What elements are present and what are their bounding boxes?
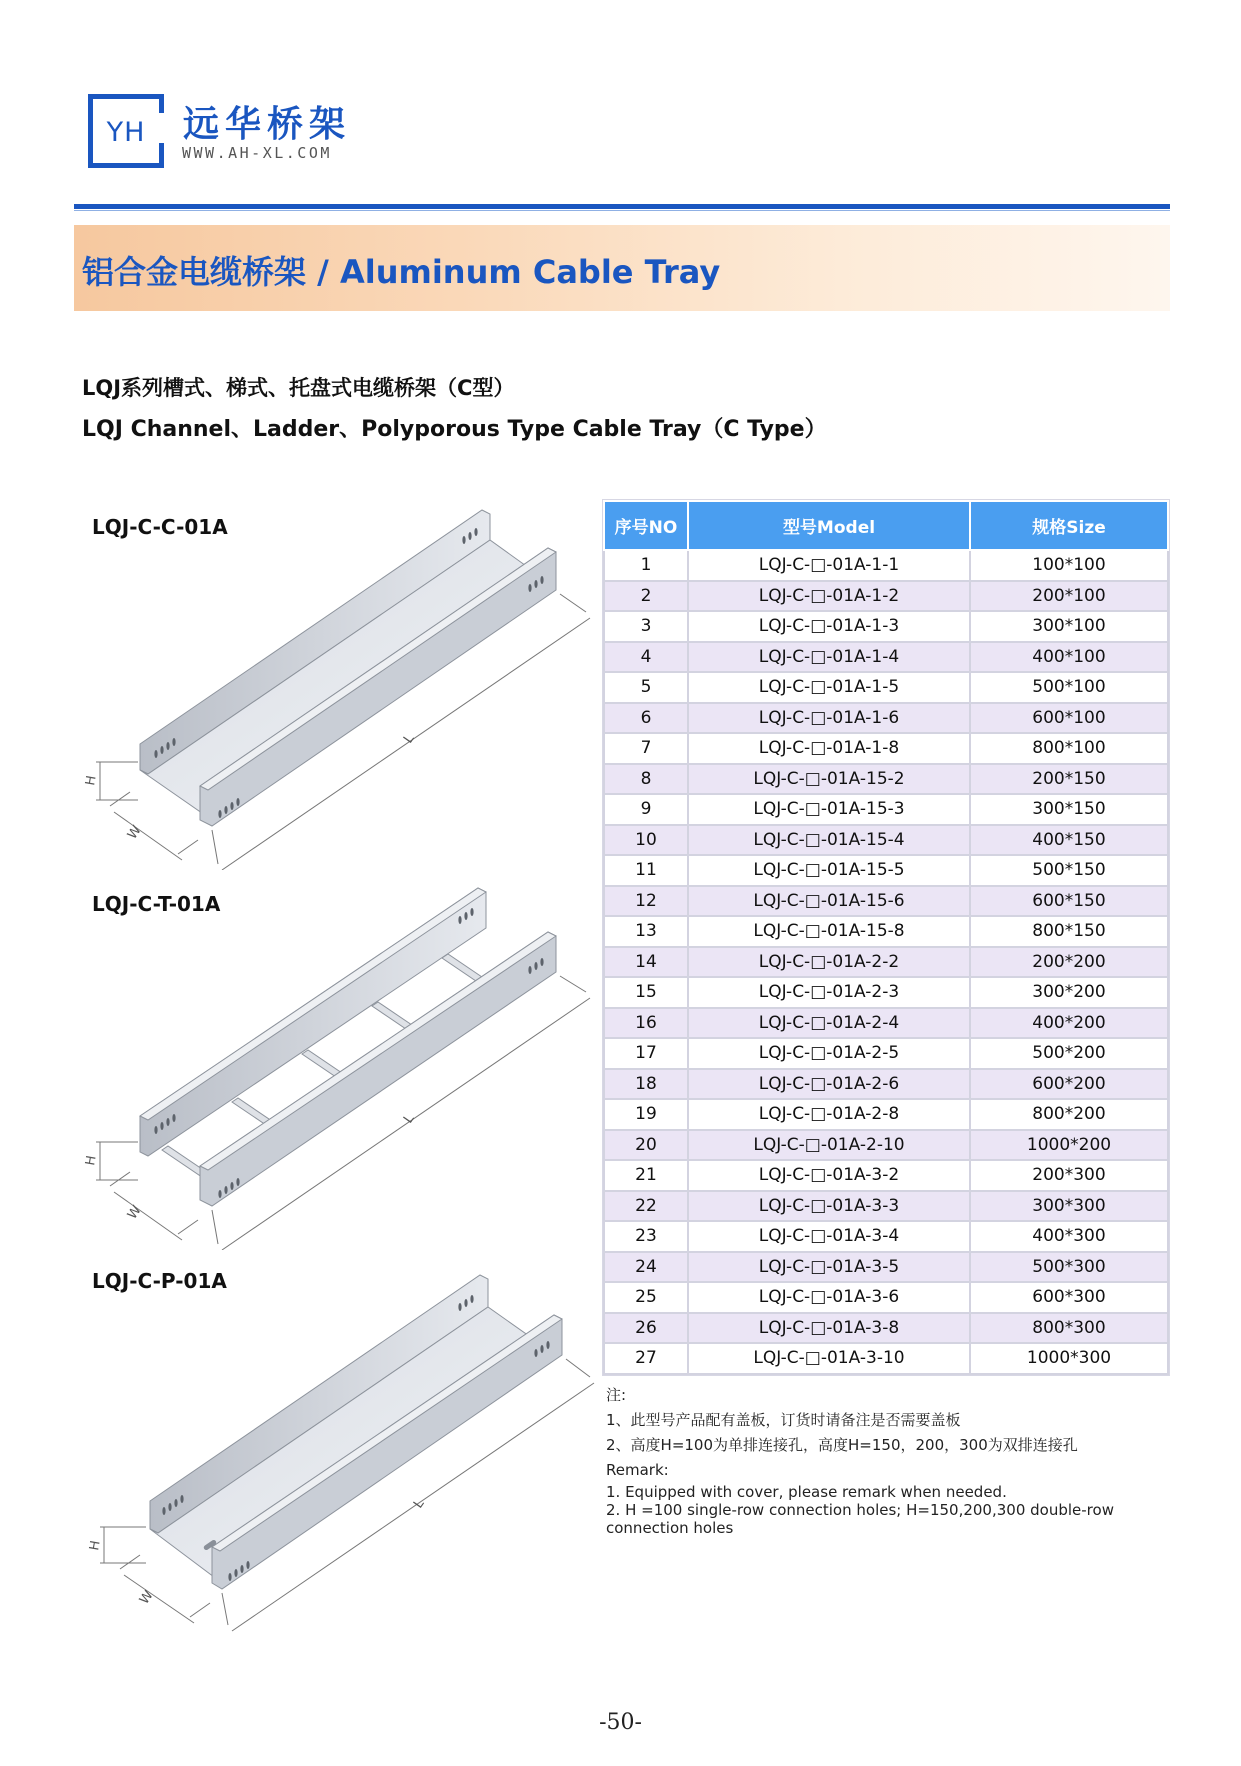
cell-size: 600*300 [970,1282,1168,1313]
col-header-size: 规格Size [970,501,1168,550]
table-row [604,1038,1168,1069]
cell-size: 300*150 [970,794,1168,825]
cell-model: LQJ-C-□-01A-15-8 [688,916,970,947]
col-header-model: 型号Model [688,501,970,550]
cell-size: 400*100 [970,642,1168,673]
dim-w: W [124,823,145,843]
cell-model: LQJ-C-□-01A-3-8 [688,1313,970,1344]
cell-model: LQJ-C-□-01A-15-3 [688,794,970,825]
notes-heading: 注: [606,1386,627,1404]
table-row [604,1099,1168,1130]
table-row [604,1008,1168,1039]
cell-no: 17 [604,1038,688,1069]
cell-no: 23 [604,1221,688,1252]
cell-model: LQJ-C-□-01A-2-8 [688,1099,970,1130]
table-row [604,855,1168,886]
cell-size: 300*100 [970,611,1168,642]
cell-model: LQJ-C-□-01A-2-2 [688,947,970,978]
table-row [604,916,1168,947]
dim-w: W [124,1203,145,1223]
cell-no: 27 [604,1343,688,1374]
cell-no: 3 [604,611,688,642]
header-divider-thin [74,210,1170,211]
table-row [604,1130,1168,1161]
remark-en-1: 1. Equipped with cover, please remark when needed. [606,1483,1007,1501]
section-banner [74,225,1170,311]
table-row [604,581,1168,612]
cell-no: 24 [604,1252,688,1283]
dim-l: L [400,731,418,747]
cell-size: 500*200 [970,1038,1168,1069]
cell-size: 600*100 [970,703,1168,734]
cell-size: 800*100 [970,733,1168,764]
cell-no: 2 [604,581,688,612]
cell-model: LQJ-C-□-01A-1-6 [688,703,970,734]
table-header-row [604,501,1168,550]
cell-size: 100*100 [970,550,1168,581]
table-row [604,886,1168,917]
cell-model: LQJ-C-□-01A-3-10 [688,1343,970,1374]
cell-model: LQJ-C-□-01A-2-6 [688,1069,970,1100]
cell-model: LQJ-C-□-01A-3-5 [688,1252,970,1283]
cell-model: LQJ-C-□-01A-15-6 [688,886,970,917]
cell-model: LQJ-C-□-01A-1-5 [688,672,970,703]
cell-size: 500*300 [970,1252,1168,1283]
table-row [604,733,1168,764]
cell-model: LQJ-C-□-01A-1-2 [688,581,970,612]
dim-h: H [87,1539,104,1552]
cell-size: 400*300 [970,1221,1168,1252]
cell-size: 1000*200 [970,1130,1168,1161]
cell-size: 400*150 [970,825,1168,856]
table-row [604,825,1168,856]
cell-size: 200*300 [970,1160,1168,1191]
cell-no: 26 [604,1313,688,1344]
product-label-ladder: LQJ-C-T-01A [92,892,221,916]
table-row [604,1191,1168,1222]
page-number: -50- [599,1710,642,1735]
table-row [604,977,1168,1008]
cell-no: 20 [604,1130,688,1161]
note-cn-2: 2、高度H=100为单排连接孔，高度H=150，200，300为双排连接孔 [606,1436,1078,1454]
polyporous-tray-drawing [70,1255,600,1635]
product-label-polyporous: LQJ-C-P-01A [92,1269,227,1293]
cell-no: 4 [604,642,688,673]
cell-size: 200*150 [970,764,1168,795]
cell-size: 200*100 [970,581,1168,612]
cell-size: 800*300 [970,1313,1168,1344]
table-row [604,1069,1168,1100]
table-row [604,947,1168,978]
cell-size: 200*200 [970,947,1168,978]
notes-section [606,1383,1166,1537]
table-row [604,550,1168,581]
cell-size: 800*200 [970,1099,1168,1130]
cell-size: 800*150 [970,916,1168,947]
col-header-no: 序号NO [604,501,688,550]
cell-model: LQJ-C-□-01A-2-5 [688,1038,970,1069]
cell-no: 13 [604,916,688,947]
cell-model: LQJ-C-□-01A-15-2 [688,764,970,795]
cell-model: LQJ-C-□-01A-2-3 [688,977,970,1008]
cell-model: LQJ-C-□-01A-3-3 [688,1191,970,1222]
cell-no: 6 [604,703,688,734]
cell-no: 19 [604,1099,688,1130]
product-label-channel: LQJ-C-C-01A [92,515,228,539]
table-row [604,1282,1168,1313]
cell-model: LQJ-C-□-01A-2-4 [688,1008,970,1039]
cell-no: 7 [604,733,688,764]
cell-size: 1000*300 [970,1343,1168,1374]
dim-h: H [83,774,100,787]
cell-model: LQJ-C-□-01A-15-4 [688,825,970,856]
cell-model: LQJ-C-□-01A-2-10 [688,1130,970,1161]
cell-no: 1 [604,550,688,581]
cell-no: 11 [604,855,688,886]
cell-size: 500*150 [970,855,1168,886]
dim-l: L [400,1111,418,1127]
table-row [604,794,1168,825]
table-row [604,1221,1168,1252]
cell-no: 10 [604,825,688,856]
cell-no: 18 [604,1069,688,1100]
cell-model: LQJ-C-□-01A-15-5 [688,855,970,886]
cell-size: 600*200 [970,1069,1168,1100]
note-cn-1: 1、此型号产品配有盖板，订货时请备注是否需要盖板 [606,1411,961,1429]
logo-mark [88,94,164,168]
table-row [604,703,1168,734]
table-row [604,764,1168,795]
table-row [604,1160,1168,1191]
table-row [604,1252,1168,1283]
cell-model: LQJ-C-□-01A-3-4 [688,1221,970,1252]
company-url: WWW.AH-XL.COM [182,144,332,162]
section-title: 铝合金电缆桥架 / Aluminum Cable Tray [82,253,721,291]
cell-model: LQJ-C-□-01A-3-2 [688,1160,970,1191]
dim-l: L [410,1496,428,1512]
channel-tray-drawing [70,500,600,870]
remark-heading: Remark: [606,1461,669,1479]
cell-no: 14 [604,947,688,978]
cell-size: 300*200 [970,977,1168,1008]
cell-no: 8 [604,764,688,795]
cell-no: 12 [604,886,688,917]
cell-size: 400*200 [970,1008,1168,1039]
dim-w: W [136,1588,157,1608]
table-row [604,611,1168,642]
cell-size: 300*300 [970,1191,1168,1222]
cell-model: LQJ-C-□-01A-1-8 [688,733,970,764]
table-row [604,1343,1168,1374]
table-row [604,642,1168,673]
header-divider [74,204,1170,209]
cell-model: LQJ-C-□-01A-1-1 [688,550,970,581]
company-logo [88,94,488,174]
cell-no: 16 [604,1008,688,1039]
cell-size: 500*100 [970,672,1168,703]
subtitle-cn: LQJ系列槽式、梯式、托盘式电缆桥架（C型） [82,376,515,400]
cell-no: 25 [604,1282,688,1313]
cell-model: LQJ-C-□-01A-3-6 [688,1282,970,1313]
table-body [604,550,1168,1374]
company-name: 远华桥架 [183,104,352,145]
cell-model: LQJ-C-□-01A-1-4 [688,642,970,673]
dim-h: H [83,1154,100,1167]
cell-no: 5 [604,672,688,703]
ladder-tray-drawing [70,880,600,1250]
cell-no: 15 [604,977,688,1008]
subtitle-en: LQJ Channel、Ladder、Polyporous Type Cable Tray（C Type） [82,417,827,442]
cell-model: LQJ-C-□-01A-1-3 [688,611,970,642]
logo-letters: YH [106,117,146,148]
remark-en-2: 2. H =100 single-row connection holes; H=150,200,300 double-row connection holes [606,1501,1114,1537]
cell-no: 22 [604,1191,688,1222]
table-row [604,1313,1168,1344]
cell-no: 21 [604,1160,688,1191]
cell-no: 9 [604,794,688,825]
spec-table [603,500,1169,1375]
cell-size: 600*150 [970,886,1168,917]
table-row [604,672,1168,703]
